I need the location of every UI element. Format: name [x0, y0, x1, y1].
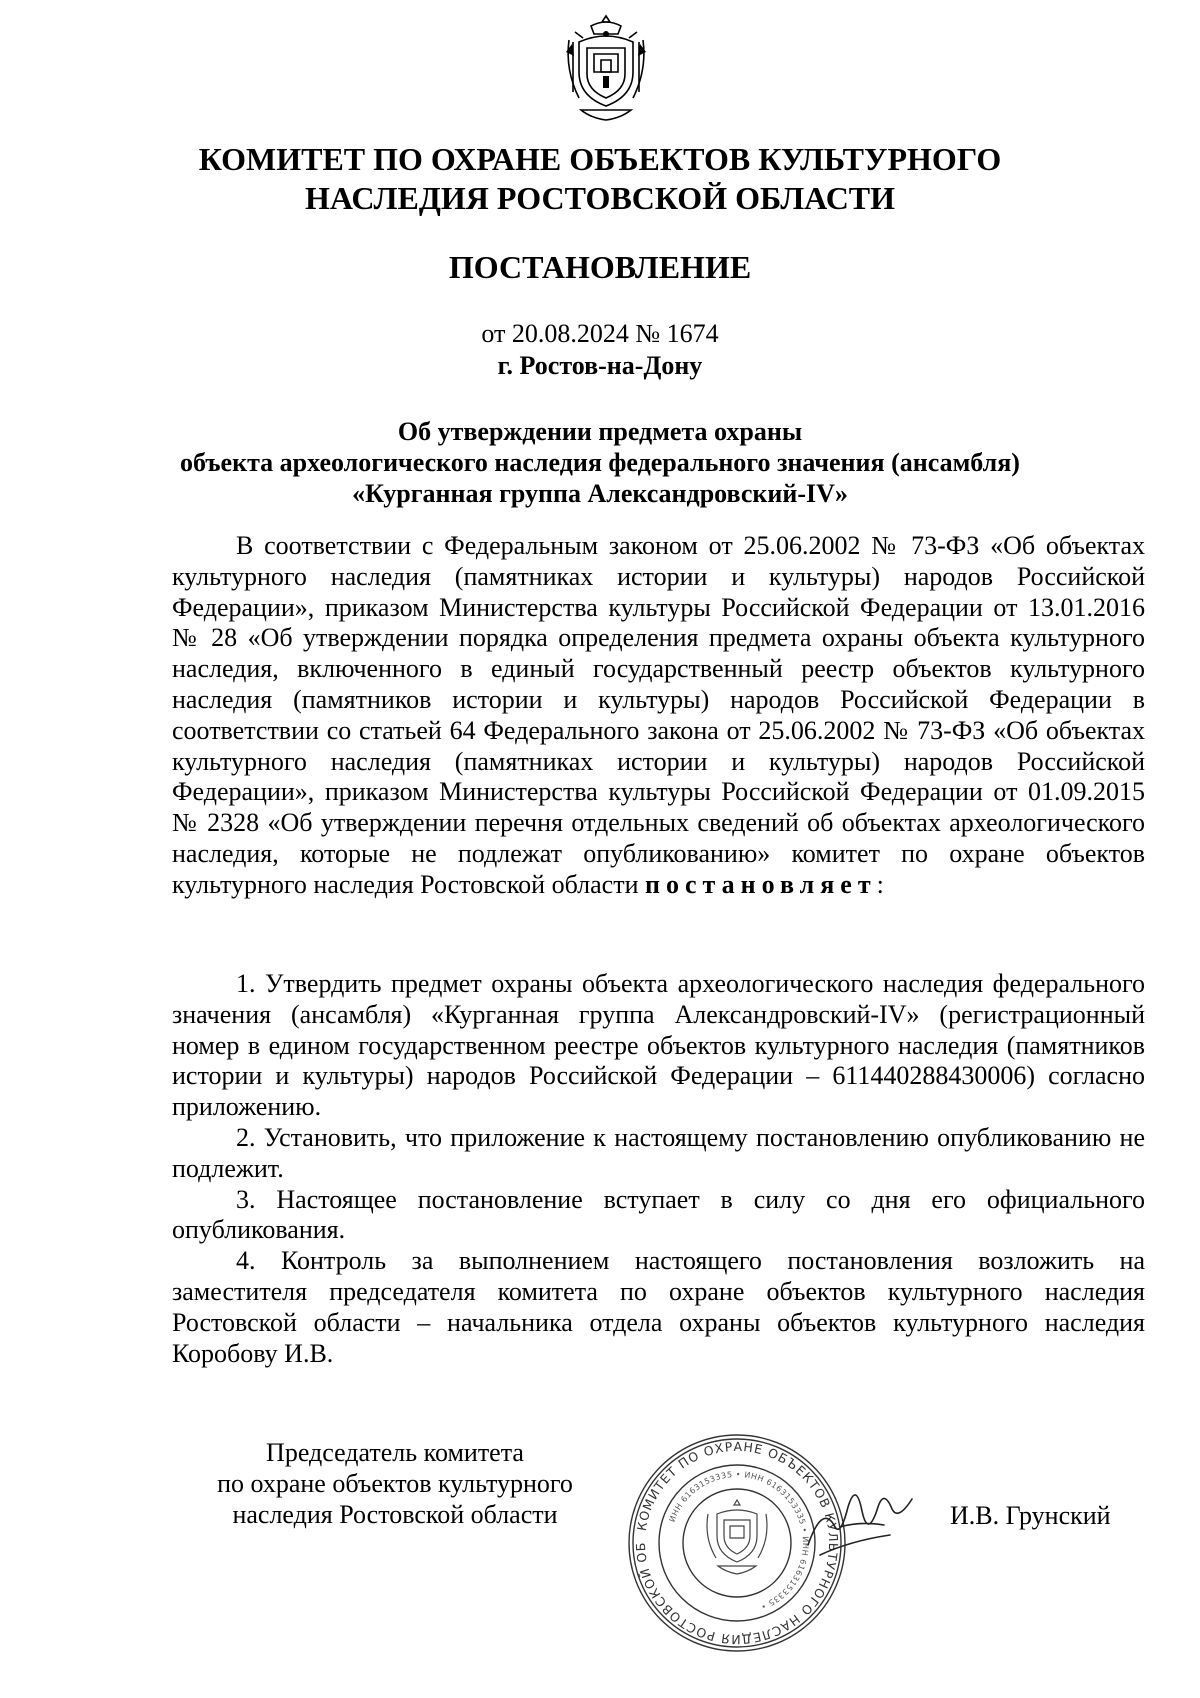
position-line: Председатель комитета	[266, 1438, 524, 1467]
city: г. Ростов-на-Дону	[497, 351, 703, 380]
preamble-text: В соответствии с Федеральным законом от 25.06.2002 № 73-ФЗ «Об объектах культурного наследия (памятниках истории и культуры) народов Российской Федерации», приказом Министерства культуры Российской Федерации от 13.01.2016 № 28 «Об утверждении порядка определения предмета охраны объекта культурного наследия, включенного в единый государственный реестр объектов культурного наследия (памятников истории и культуры) народов Российской Федерации в соответствии со статьей 64 Федерального закона от 25.06.2002 № 73-ФЗ «Об объектах культурного наследия (памятниках истории и культуры) народов Российской Федерации», приказом Министерства культуры Российской Федерации от 01.09.2015 № 2328 «Об утверждении перечня отдельных сведений об объектах археологического наследия, которые не подлежат опубликованию» комитет по охране объектов культурного наследия Ростовской области	[172, 531, 1145, 899]
document-subject	[150, 416, 1050, 509]
signatory-position	[180, 1437, 610, 1530]
position-line: по охране объектов культурного	[217, 1469, 573, 1498]
subject-line: Об утверждении предмета охраны	[397, 417, 803, 446]
document-type: ПОСТАНОВЛЕНИЕ	[448, 249, 752, 285]
organization-title	[0, 140, 1200, 218]
preamble	[172, 531, 1145, 901]
organization-line: КОМИТЕТ ПО ОХРАНЕ ОБЪЕКТОВ КУЛЬТУРНОГО	[198, 141, 1002, 177]
decree-point: 2. Установить, что приложение к настоящему постановлению опубликованию не подлежит.	[172, 1122, 1145, 1183]
svg-text:КОМИТЕТ ПО ОХРАНЕ ОБЪЕКТОВ КУЛ: КОМИТЕТ ПО ОХРАНЕ ОБЪЕКТОВ КУЛЬТУРНОГО НАСЛЕДИЯ РОСТОВСКОЙ ОБ	[632, 1438, 842, 1648]
position-line: наследия Ростовской области	[232, 1500, 558, 1529]
organization-line: НАСЛЕДИЯ РОСТОВСКОЙ ОБЛАСТИ	[304, 180, 896, 216]
coat-of-arms-icon	[707, 1500, 767, 1574]
date-number: от 20.08.2024 № 1674	[481, 319, 719, 348]
subject-line: «Курганная группа Александровский-IV»	[352, 479, 848, 508]
decree-word: постановляет	[645, 869, 877, 899]
coat-of-arms-icon	[561, 12, 651, 124]
decree-point: 4. Контроль за выполнением настоящего постановления возложить на заместителя председателя комитета по охране объектов культурного наследия Ростовской области – начальника отдела охраны объектов культурного наследия Коробову И.В.	[172, 1246, 1145, 1368]
subject-line: объекта археологического наследия федерального значения (ансамбля)	[180, 448, 1020, 477]
decree-point: 1. Утвердить предмет охраны объекта археологического наследия федерального значения (ансамбля) «Курганная группа Александровский-IV» (регистрационный номер в едином государственном реестре объектов культурного наследия (памятников истории и культуры) народов Российской Федерации – 611440288430006) согласно приложению.	[172, 969, 1145, 1122]
decree-points	[172, 969, 1145, 1369]
preamble-colon: :	[876, 869, 884, 899]
svg-text:ИНН 6163153335 • ИНН 616315333: ИНН 6163153335 • ИНН 6163153335 • ИНН 6163153335 •	[667, 1469, 811, 1612]
preamble-paragraph	[172, 531, 1145, 901]
signatory-name: И.В. Грунский	[950, 1501, 1111, 1530]
decree-point: 3. Настоящее постановление вступает в силу со дня его официального опубликования.	[172, 1184, 1145, 1245]
handwritten-signature	[800, 1475, 920, 1565]
